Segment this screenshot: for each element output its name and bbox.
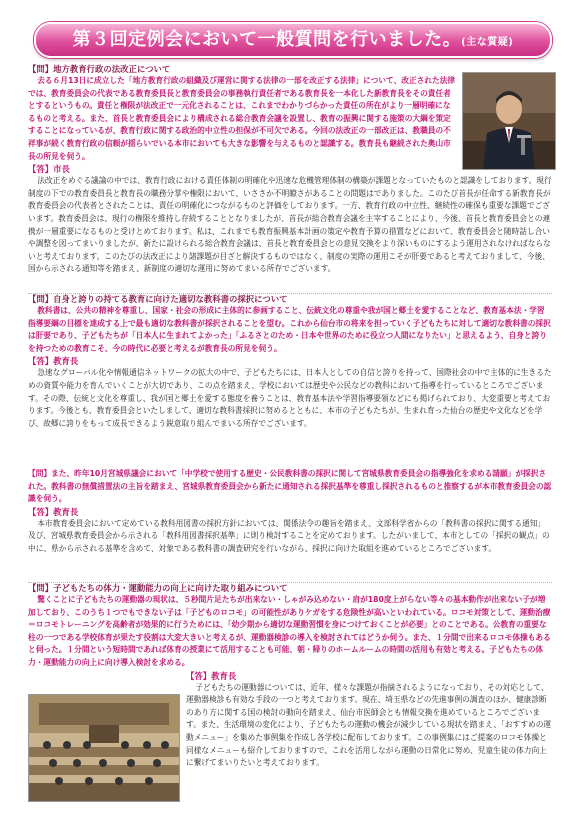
question-heading: 【問】地方教育行政の法改正について <box>28 64 171 74</box>
assembly-hall-photo <box>28 694 180 802</box>
qa-section-prefectural-petition <box>28 468 552 556</box>
answer-label: 【答】教育長 <box>186 670 237 681</box>
page-title-banner <box>34 22 552 58</box>
answer-text: 子どもたちの運動器については、近年、様々な課題が指摘されるようになっており、その対応として、運動器検診も有効な手段の一つと考えております。現在、埼玉県などの先進事例の調査のほか、健康診断のあり方に関する国の検討の動向を踏まえ、仙台市医師会とも情報交換を進めているところでございます。また、生活環境の変化により、子どもたちの運動の機会が減少している現状を踏まえ、「おすすめの運動メニュー」を集めた事例集を作成し各学校に配布しております。この事例集にはご提案のロコモ体操と同様なメニューも紹介しておりますので、これを活用しながら運動の日常化に努め、児童生徒の体力向上に繋げてまいりたいと考えております。 <box>186 682 552 768</box>
question-heading: 【問】子どもたちの体力・運動能力の向上に向けた取り組みについて <box>28 582 552 594</box>
answer-label: 【答】市長 <box>28 164 70 175</box>
answer-label: 【答】教育長 <box>28 506 79 517</box>
answer-label: 【答】教育長 <box>28 356 79 367</box>
answer-text: 法改正をめぐる議論の中では、教育行政における責任体制の明確化や迅速な危機管理体制の構築が課題となっていたものと認識をしております。現行制度の下での教育委員長と教育長の職務分掌や権限において、いささか不明瞭さがあることの問題はでありました。このたび首長が任命する新教育長が教育委員会の代表者とされたことは、責任の明確化につながるものと評価をしております。一方、教育行政の中立性、継続性の確保も重要な課題でございます。教育委員会は、現行の権限を維持し存続することとなりましたが、首長が総合教育会議を主宰することにより、今後、首長と教育委員会との連携が一層重要になるものと受けとめております。私は、これまでも教育振興基本計画の策定や教育予算の措置などにおいて、教育委員会と随時話し合いや調整を図ってまいりましたが、新たに設けられる総合教育会議は、首長と教育委員会との意見交換をより深いものにするよう運用されなければならないと考えております。このたびの法改正により諸課題が目ざと解決するものではなく、制度の実際の運用こそが肝要であると考えておりまして、今後、国から示される通知等を踏まえ、新制度の適切な運用に努めてまいる所存でございます。 <box>28 176 552 274</box>
question-text: 教科書は、公共の精神を尊重し、国家・社会の形成に主体的に参画すること、伝統文化の尊重や我が国と郷土を愛することなど、教育基本法・学習指導要綱の目標を達成する上で最も適切な教科書が採択されることを望む。これから仙台市の将来を担っていく子どもたちに対して適切な教科書の採択は肝要であり、子どもたちが「日本人に生まれてよかった」「ふるさとのため・日本や世界のために役立つ人間になりたい」と思えるよう、自身と誇りを持つための教育こそ、今の時代に必要と考えるが教育長の所見を伺う。 <box>28 306 551 353</box>
page-subtitle: (主な質疑) <box>461 37 514 48</box>
question-text: 驚くことに子どもたちの運動器の現状は、５秒間片足たちが出来ない・しゃがみ込めない・肩が180度上がらない等々の基本動作が出来ない子が増加しており、このうち１つでもできない子は「子どものロコモ」の可能性がありケガをする危険性が高いといわれている。ロコモ対策として、運動治療＝ロコモトレーニングを高齢者が効果的に行うためには、「幼少期から適切な運動習慣を身につけておくことが必要」とのことである。公教育の重要な柱の一つである学校体育が果たす役割は大変大きいと考えるが、運動器検診の導入を検討されてはどうか伺う。また、１分間で出来るロコモ体操もあると伺った。１分間という短時間であれば体育の授業にて活用することも可能、朝・帰りのホームルームの時間の活用も有効と考える。子どもたちの体力・運動能力の向上に向け導入検討を求める。 <box>28 595 551 667</box>
question-heading: 【問】また、昨年10月宮城県議会において「中学校で使用する歴史・公民教科書の採択に関して宮城県教育委員会の指導強化を求める請願」が採択された。教科書の無償措置法の主旨を踏まえ、宮城県教育委員会から新たに通知される採択基準を尊重し採択されるものと推察するが本市教育委員会の認識を伺う。 <box>28 469 552 504</box>
qa-section-textbook-selection <box>28 293 552 430</box>
answer-text: 急速なグローバル化や情報通信ネットワークの拡大の中で、子どもたちには、日本人としての自信と誇りを持って、国際社会の中で主体的に生きるための資質や能力を育んでいくことが大切であり、この点を踏まえ、学校においては歴史や公民などの教科において指導を行っているところでございます。その際、伝統と文化を尊重し、我が国と郷土を愛する態度を養うことは、教育基本法や学習指導要領などにも掲げられており、大変重要と考えております。今後とも、教育委員会といたしまして、適切な教科書採択に努めるとともに、本市の子どもたちが、生まれ育った仙台の歴史や文化などを学び、故郷に誇りをもって成長できるよう鋭意取り組んでまいる所存でございます。 <box>28 368 552 428</box>
qa-section-local-education-law <box>28 64 552 276</box>
assembly-hall-illustration <box>29 695 179 801</box>
question-text: 去る６月13日に成立した「地方教育行政の組織及び運営に関する法律の一部を改正する法律」について、改正された法律では、教育委員会の代表である教育委員長と教育委員会の事務執行責任者である教育長を一本化した新教育長をその責任者とするというもの。責任と権限が法改正で一元化されることは、これまでわかりづらかった責任の所在がより一層明確になるものと考える。また、首長と教育委員会により構成される総合教育会議を設置し、教育の振興に関する施策の大綱を策定することになっているが、教育行政に関する政治的中立性の担保が不可欠である。今回の法改正の一部改正は、教職員の不祥事が続く教育行政の信頼が揺らいでいる本市においても大きな影響を与えるものと認識する。教育長も継続された奥山市長の所見を伺う。 <box>28 76 456 161</box>
page-title: 第３回定例会において一般質問を行いました。 <box>72 29 462 50</box>
question-heading: 【問】自身と誇りの持てる教育に向けた適切な教科書の採択について <box>28 293 552 305</box>
answer-text: 本市教育委員会において定めている教科用図書の採択方針においては、関係法令の趣旨を踏まえ、文部科学省からの「教科書の採択に関する通知」及び、宮城県教育委員会から示される「教科用図書採択基準」に則り検討することを定めております。したがいまして、本市としての「採択の観点」の中に、県から示される基準を含めて、対象である教科書の調査研究を行いながら、採択に向けた取組を進めているところでございます。 <box>28 518 550 553</box>
answer-block <box>186 670 552 770</box>
